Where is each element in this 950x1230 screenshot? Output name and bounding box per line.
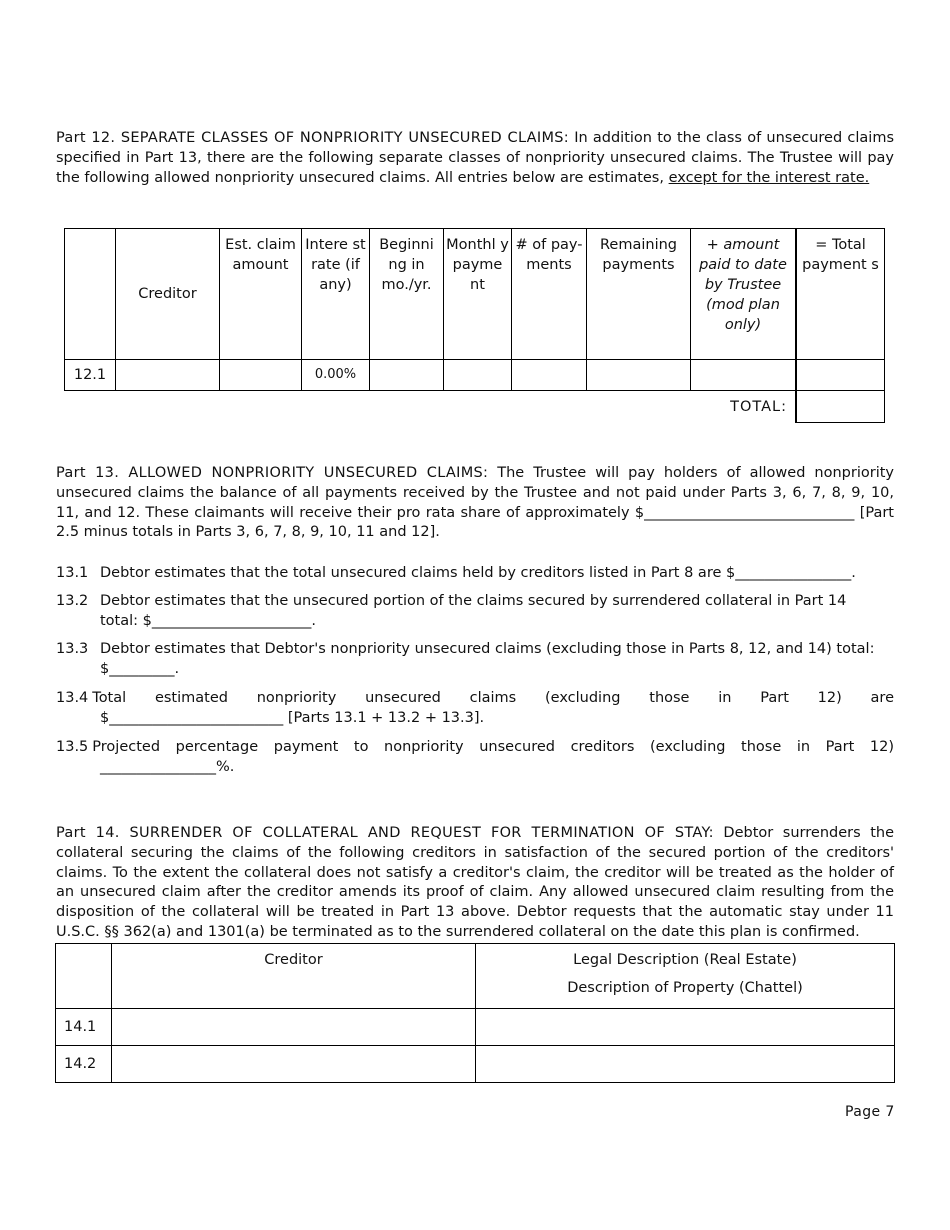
col-number-header [65,229,116,360]
description-cell[interactable] [476,1009,895,1046]
creditor-cell[interactable] [116,360,220,391]
item-text-cont: $________________________ [Parts 13.1 + 13.2 + 13.3]. [100,710,485,726]
part14-intro [56,824,894,943]
part12-table [64,228,885,423]
item-text: Debtor estimates that the unsecured portion of the claims secured by surrendered collateral in Part 14 [100,593,847,609]
col-number-header [56,944,112,1009]
monthly-payment-cell[interactable] [444,360,512,391]
item-13-4 [56,688,894,728]
num-payments-cell[interactable] [512,360,587,391]
item-text-cont: $_________. [100,661,180,677]
col-interest-header: Intere st rate (if any) [302,229,370,360]
col-est-claim-header: Est. claim amount [220,229,302,360]
creditor-cell[interactable] [112,1046,476,1083]
item-number: 13.1 [56,565,89,581]
page-number: Page 7 [845,1104,895,1120]
amount-paid-cell[interactable] [691,360,797,391]
col-plus-amount-header: + amount paid to date by Trustee (mod plan only) [691,229,797,360]
item-13-5 [56,737,894,777]
item-text: Debtor estimates that Debtor's nonpriority unsecured claims (excluding those in Parts 8, 12, and 14) total: [100,641,875,657]
description-cell[interactable] [476,1046,895,1083]
row-number: 14.2 [56,1046,112,1083]
item-text-cont: ________________%. [100,759,235,775]
table-row [65,360,885,391]
interest-rate-cell[interactable]: 0.00% [302,360,370,391]
col-desc-line2: Description of Property (Chattel) [567,980,803,996]
row-number: 14.1 [56,1009,112,1046]
col-total-header: = Total payment s [796,229,885,360]
part14-body: Debtor surrenders the collateral securing the claims of the following creditors in satisfaction of the secured portion of the creditors' claims. To the extent the collateral does not satisfy a creditor's claim, the creditor will be treated as the holder of an unsecured claim after the creditor amends its proof of claim. Any allowed unsecured claim resulting from the disposition of the collateral will be treated in Part 13 above. Debtor requests that the automatic stay under 11 U.S.C. §§ 362(a) and 1301(a) be terminated as to the surrendered collateral on the date this plan is confirmed. [56,825,894,940]
col-description-header [476,944,895,1009]
part12-body: In addition to the class of unsecured claims specified in Part 13, there are the following separate classes of nonpriority unsecured claims. The Trustee will pay the following allowed nonpriority unsecured claims. All entries below are estimates, [56,130,894,186]
col-creditor-header: Creditor [112,944,476,1009]
item-text-cont: total: $______________________. [100,613,316,629]
total-payments-cell[interactable] [796,360,885,391]
item-number: 13.3 [56,641,89,657]
item-number: 13.4 [56,690,89,706]
beginning-cell[interactable] [370,360,444,391]
table-row [56,1046,895,1083]
part14-header-row [56,944,895,1009]
table-row [56,1009,895,1046]
item-text: Debtor estimates that the total unsecured claims held by creditors listed in Part 8 are $________________. [100,565,856,581]
col-creditor-header: Creditor [116,229,220,360]
part12-underlined: except for the interest rate. [668,169,870,186]
item-number: 13.5 [56,739,89,755]
row-number: 12.1 [65,360,116,391]
item-number: 13.2 [56,593,89,609]
creditor-cell[interactable] [112,1009,476,1046]
total-row [65,391,885,423]
item-text: Projected percentage payment to nonpriority unsecured creditors (excluding those in Part 12) [92,739,894,755]
remaining-payments-cell[interactable] [587,360,691,391]
part13-intro [56,464,894,543]
part12-intro [56,129,894,188]
part12-heading: Part 12. SEPARATE CLASSES OF NONPRIORITY UNSECURED CLAIMS: [56,130,569,146]
col-desc-line1: Legal Description (Real Estate) [573,952,797,968]
item-text: Total estimated nonpriority unsecured claims (excluding those in Part 12) are [92,690,894,706]
part13-heading: Part 13. ALLOWED NONPRIORITY UNSECURED CLAIMS: [56,465,489,481]
col-monthly-header: Monthl y payme nt [444,229,512,360]
col-beginning-header: Beginni ng in mo./yr. [370,229,444,360]
total-label: TOTAL: [730,398,787,415]
item-13-1 [56,563,894,583]
est-claim-cell[interactable] [220,360,302,391]
item-13-2 [56,591,894,631]
part14-table [55,943,895,1083]
col-remaining-header: Remaining payments [587,229,691,360]
part14-heading: Part 14. SURRENDER OF COLLATERAL AND REQUEST FOR TERMINATION OF STAY: [56,825,714,841]
col-num-payments-header: # of pay- ments [512,229,587,360]
part13-body: The Trustee will pay holders of allowed nonpriority unsecured claims the balance of all payments received by the Trustee and not paid under Parts 3, 6, 7, 8, 9, 10, 11, and 12. These claimants will receive their pro rata share of approximately $_____________________________ [Part 2.5 minus totals in Parts 3, 6, 7, 8, 9, 10, 11 and 12]. [56,465,894,541]
grand-total-cell[interactable] [796,391,885,423]
item-13-3 [56,639,894,679]
part12-header-row [65,229,885,360]
